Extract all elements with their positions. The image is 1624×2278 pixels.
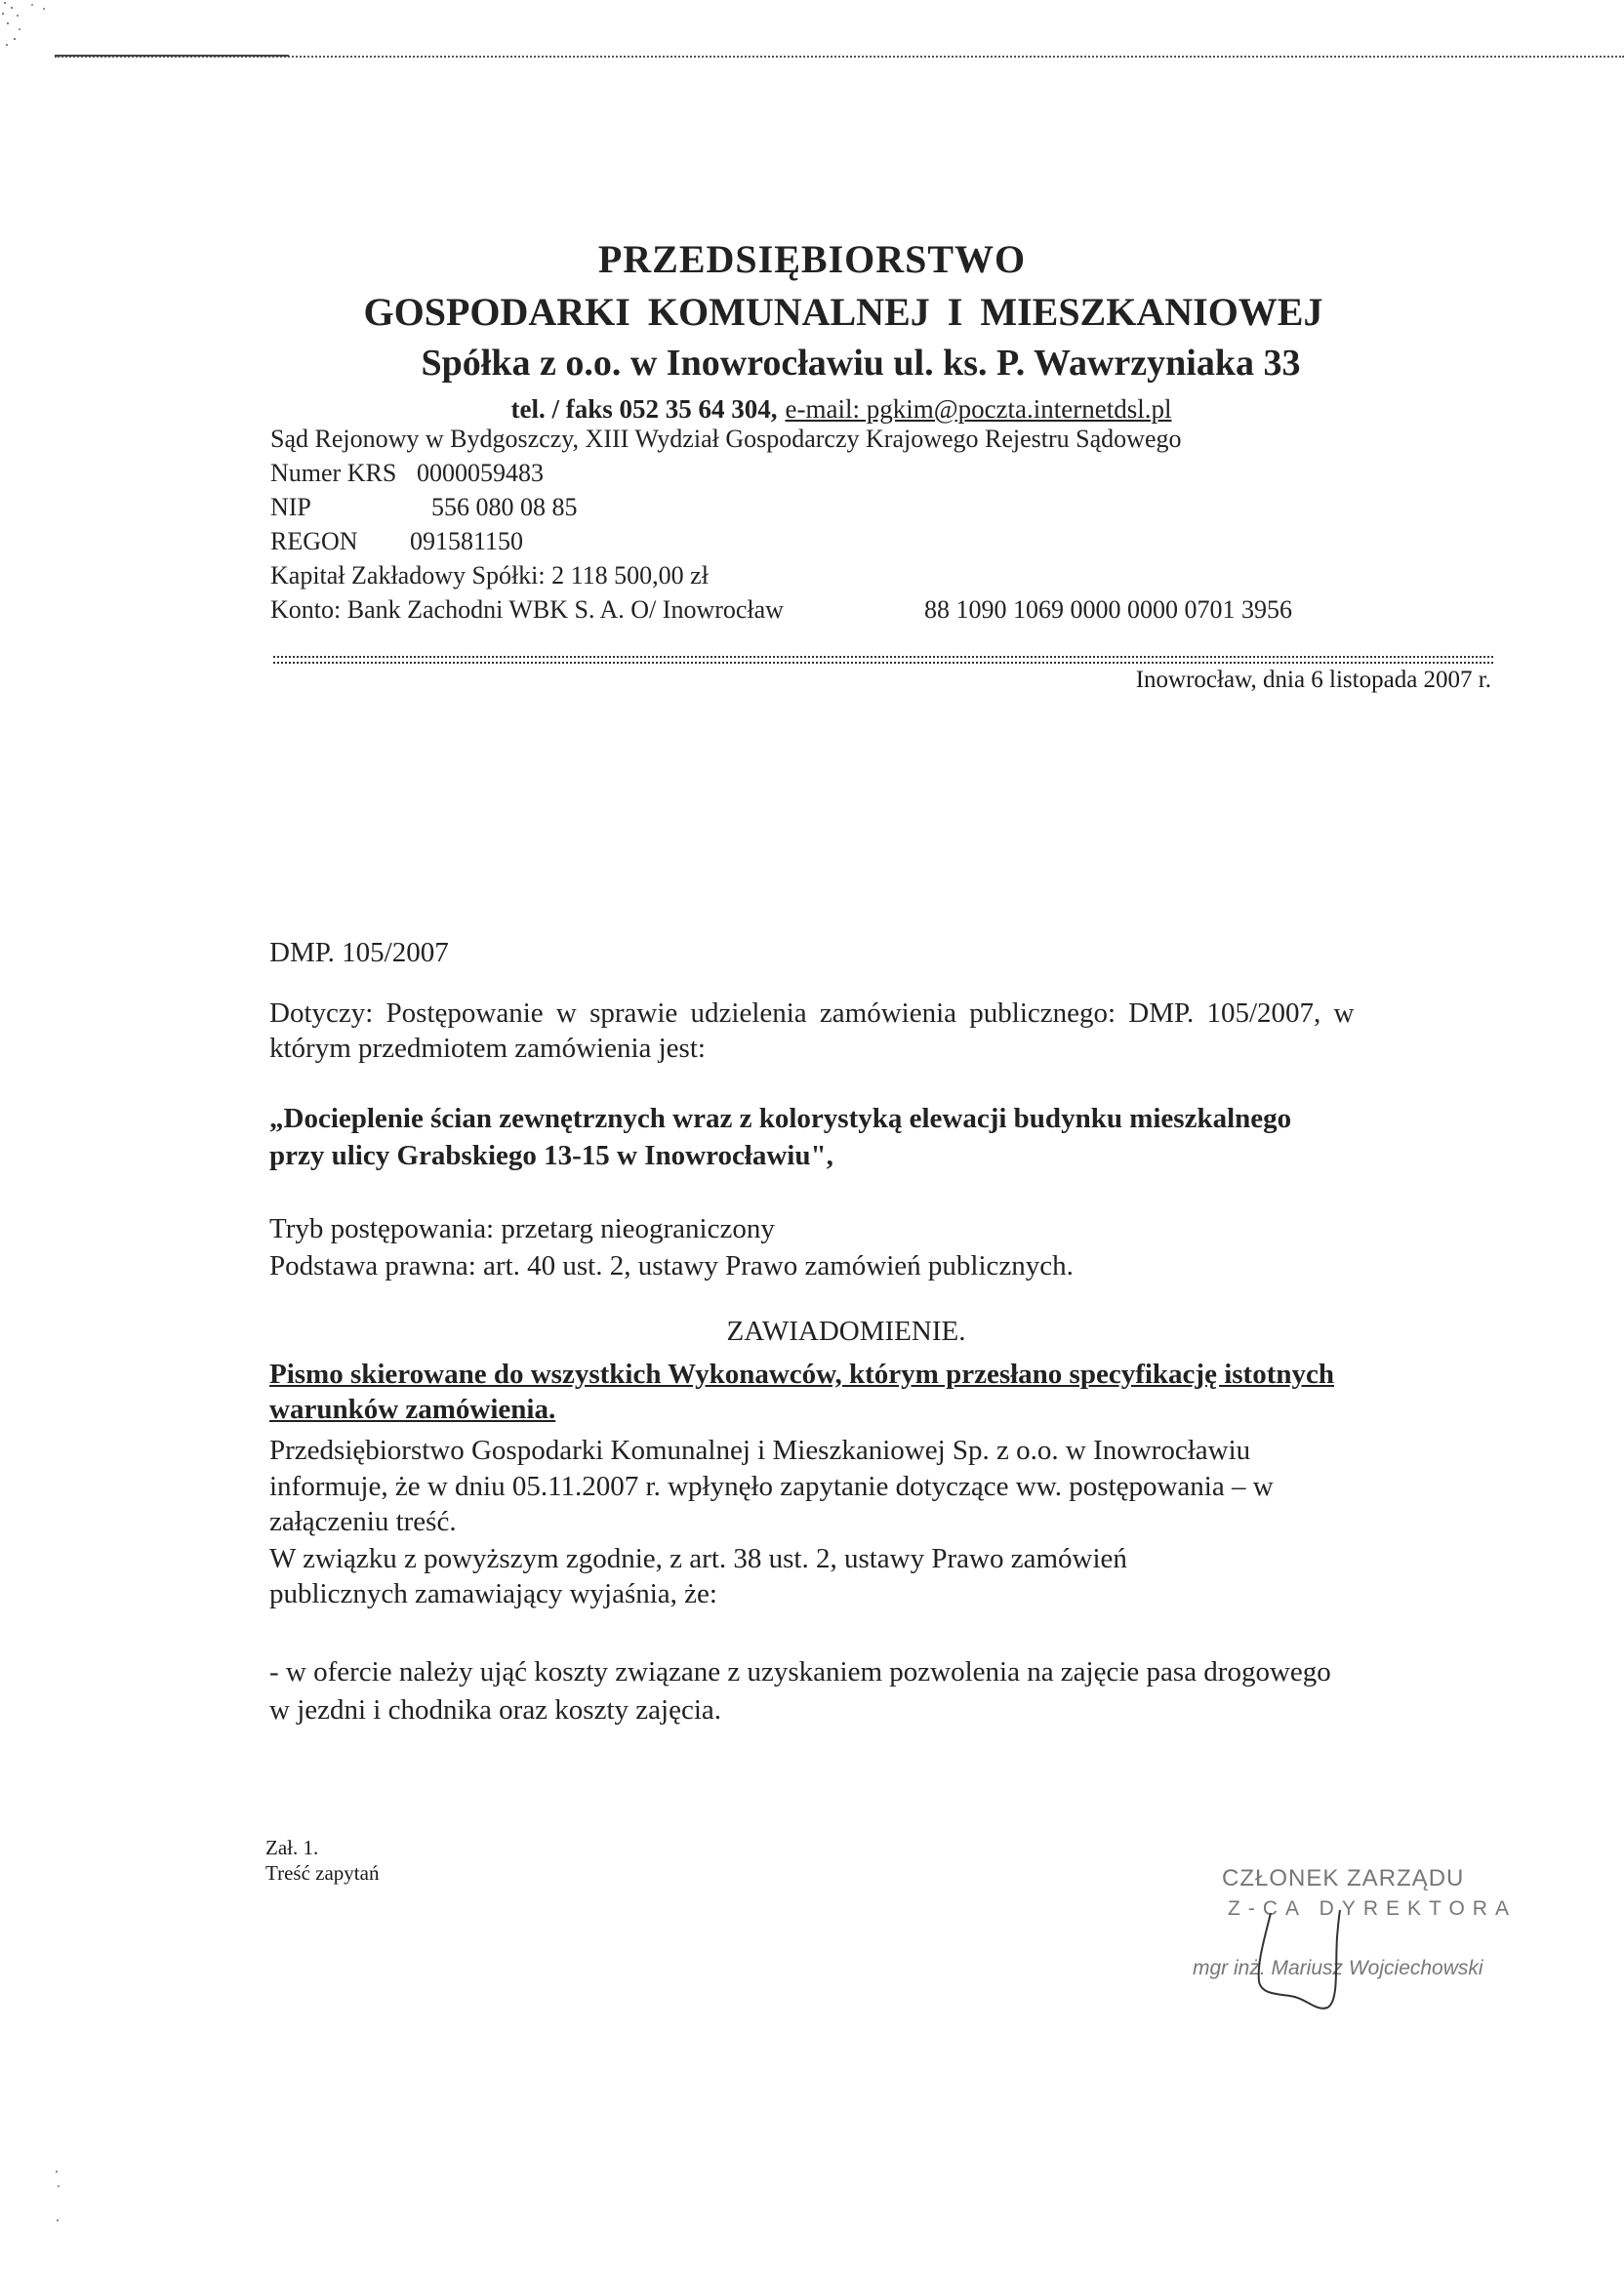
contract-title-line-2: przy ulicy Grabskiego 13-15 w Inowrocławiu", — [269, 1140, 833, 1171]
handwritten-signature — [1230, 1908, 1366, 2015]
nip-number — [270, 493, 578, 522]
addressee-line-1: Pismo skierowane do wszystkich Wykonawców, którym przesłano specyfikację istotnych — [269, 1359, 1334, 1390]
subject-line-2: którym przedmiotem zamówienia jest: — [269, 1033, 706, 1064]
nip-label: NIP — [270, 493, 311, 521]
regon-label: REGON — [270, 527, 358, 555]
paragraph-line-2: informuje, że w dniu 05.11.2007 r. wpłynęło zapytanie dotyczące ww. postępowania – w — [269, 1471, 1274, 1502]
attachment-label: Zał. 1. — [265, 1836, 319, 1859]
notice-heading: ZAWIADOMIENIE. — [726, 1316, 966, 1347]
company-contact — [29, 394, 1624, 425]
email-link[interactable]: e-mail: pgkim@poczta.internetdsl.pl — [785, 394, 1172, 424]
contract-title-line-1: „Docieplenie ścian zewnętrznych wraz z kolorystyką elewacji budynku mieszkalnego — [269, 1103, 1292, 1134]
phone-fax: tel. / faks 052 35 64 304, — [510, 394, 778, 424]
stamp-signatory-name: mgr inż. Mariusz Wojciechowski — [1193, 1957, 1483, 1979]
bank-account — [270, 595, 1539, 625]
court-registry: Sąd Rejonowy w Bydgoszczy, XIII Wydział Gospodarczy Krajowego Rejestru Sądowego — [270, 425, 1182, 453]
scan-specks-bottom — [54, 2167, 61, 2225]
regon-value: 091581150 — [410, 527, 524, 555]
subject-line-1: Dotyczy: Postępowanie w sprawie udzielenia zamówienia publicznego: DMP. 105/2007, w — [269, 997, 1355, 1029]
top-scan-line-dark — [55, 55, 289, 57]
company-address: Spółka z o.o. w Inowrocławiu ul. ks. P. Wawrzyniaka 33 — [421, 343, 1301, 384]
scan-specks — [0, 0, 59, 59]
date-line: Inowrocław, dnia 6 listopada 2007 r. — [1135, 667, 1491, 693]
attachment-title: Treść zapytań — [265, 1861, 380, 1885]
legal-basis: Podstawa prawna: art. 40 ust. 2, ustawy Prawo zamówień publicznych. — [269, 1250, 1074, 1281]
bank-name: Konto: Bank Zachodni WBK S. A. O/ Inowrocław — [270, 595, 784, 624]
nip-value: 556 080 08 85 — [431, 493, 578, 521]
procedure-mode: Tryb postępowania: przetarg nieograniczony — [269, 1213, 775, 1244]
account-number: 88 1090 1069 0000 0000 0701 3956 — [924, 595, 1292, 624]
paragraph-line-1: Przedsiębiorstwo Gospodarki Komunalnej i Mieszkaniowej Sp. z o.o. w Inowrocławiu — [269, 1435, 1251, 1466]
company-name-line1: PRZEDSIĘBIORSTWO — [597, 237, 1027, 281]
header-separator — [273, 656, 1493, 664]
stamp-position-line-2: Z-CA DYREKTORA — [1228, 1897, 1517, 1920]
krs-number — [270, 459, 544, 488]
explanation-bullet-line-2: w jezdni i chodnika oraz koszty zajęcia. — [269, 1694, 721, 1726]
krs-label: Numer KRS — [270, 459, 397, 487]
addressee-line-2: warunków zamówienia. — [269, 1394, 556, 1425]
reference-number: DMP. 105/2007 — [269, 937, 449, 968]
top-scan-line — [55, 56, 1624, 58]
krs-value: 0000059483 — [417, 459, 544, 487]
paragraph-line-3: załączeniu treść. — [269, 1506, 457, 1537]
explanation-bullet-line-1: - w ofercie należy ująć koszty związane z uzyskaniem pozwolenia na zajęcie pasa drogowego — [269, 1656, 1331, 1688]
share-capital: Kapitał Zakładowy Spółki: 2 118 500,00 zł — [270, 561, 709, 590]
stamp-position-line-1: CZŁONEK ZARZĄDU — [1222, 1865, 1465, 1892]
company-name-line2: GOSPODARKI KOMUNALNEJ I MIESZKANIOWEJ — [363, 290, 1323, 334]
paragraph-line-5: publicznych zamawiający wyjaśnia, że: — [269, 1578, 717, 1609]
paragraph-line-4: W związku z powyższym zgodnie, z art. 38 ust. 2, ustawy Prawo zamówień — [269, 1543, 1127, 1574]
regon-number — [270, 527, 523, 556]
